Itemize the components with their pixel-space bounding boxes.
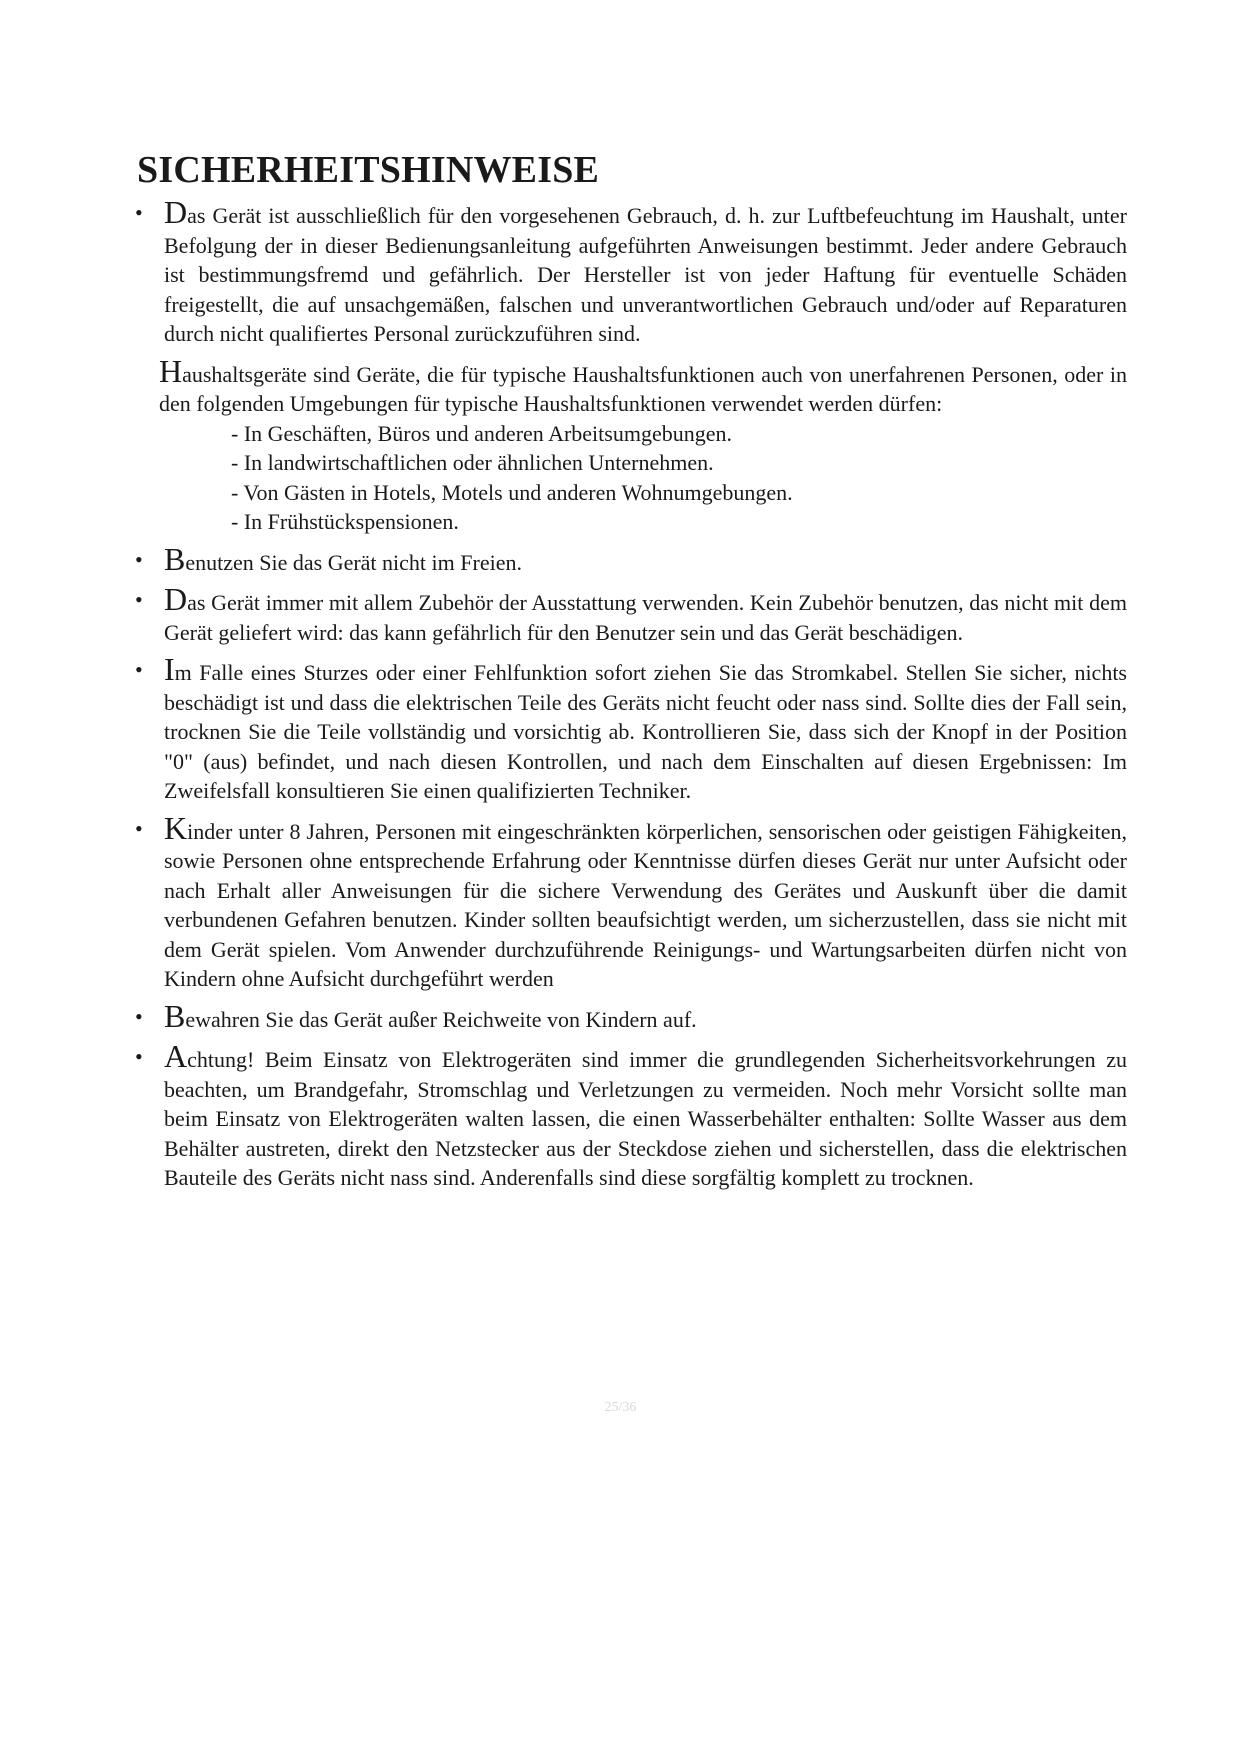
paragraph-text: aushaltsgeräte sind Geräte, die für typische Haushaltsfunktionen auch von unerfahrenen Personen, oder in den folgenden Umgebungen für typische Haushaltsfunktionen verwendet werden dürfen: [159,361,1127,416]
safety-item-outdoor [135,540,1127,578]
list-item: - Von Gästen in Hotels, Motels und anderen Wohnumgebungen. [231,479,793,505]
safety-item-storage [135,997,1127,1035]
paragraph-text: ewahren Sie das Gerät außer Reichweite von Kindern auf. [185,1006,697,1032]
document-page [137,148,1127,1201]
paragraph-text: as Gerät ist ausschließlich für den vorgesehenen Gebrauch, d. h. zur Luftbefeuchtung im Haushalt, unter Befolgung der in dieser Bedienungsanleitung aufgeführten Anweisungen bestimmt. Jeder andere Gebrauch ist bestimmungsfremd und gefährlich. Der Hersteller ist von jeder Haftung für eventuelle Schäden freigestellt, die auf unsachgemäßen, falschen und unverantwortlichen Gebrauch und/oder auf Reparaturen durch nicht qualifiertes Personal zurückzuführen sind. [164,203,1127,346]
initial-letter: D [164,194,188,230]
paragraph [164,651,1127,806]
paragraph [164,997,1127,1035]
page-number: 25/36 [604,1400,637,1415]
safety-item-warning [135,1038,1127,1193]
list-item: - In Frühstückspensionen. [231,509,459,534]
paragraph-text: m Falle eines Sturzes oder einer Fehlfunktion sofort ziehen Sie das Stromkabel. Stellen Sie sicher, nichts beschädigt ist und dass die elektrischen Teile des Geräts nicht feucht oder nass sind. Sollte dies der Fall sein, trocknen Sie die Teile vollständig und vorsichtig ab. Kontrollieren Sie, dass sich der Knopf in der Position "0" (aus) befindet, und nach diesen Kontrollen, und nach dem Einschalten auf diesen Ergebnissen: Im Zweifelsfall konsultieren Sie einen qualifizierten Techniker. [164,660,1127,803]
bullet-icon: • [135,546,143,572]
bullet-icon: • [135,1044,143,1069]
bullet-icon: • [135,587,143,612]
paragraph [159,352,1127,419]
paragraph-text: enutzen Sie das Gerät nicht im Freien. [185,549,522,575]
bullet-icon: • [135,815,143,841]
paragraph-text: chtung! Beim Einsatz von Elektrogeräten sind immer die grundlegenden Sicherheitsvorkehrungen zu beachten, um Brandgefahr, Stromschlag und Verletzungen zu vermeiden. Noch mehr Vorsicht sollte man beim Einsatz von Elektrogeräten walten lassen, die einen Wasserbehälter enthalten: Sollte Wasser aus dem Behälter austreten, direkt den Netzstecker aus der Steckdose ziehen und sicherstellen, dass die elektrischen Bauteile des Geräts nicht nass sind. Anderenfalls sind diese sorgfältig komplett zu trocknen. [164,1047,1127,1190]
safety-item-household-appliances [137,352,1127,537]
bullet-icon: • [135,200,143,225]
paragraph-text: as Gerät immer mit allem Zubehör der Ausstattung verwenden. Kein Zubehör benutzen, das nicht mit dem Gerät geliefert wird: das kann gefährlich für den Benutzer sein und das Gerät beschädigen. [164,590,1127,645]
paragraph-text: inder unter 8 Jahren, Personen mit eingeschränkten körperlichen, sensorischen oder geistigen Fähigkeiten, sowie Personen ohne entsprechende Erfahrung oder Kenntnisse dürfen dieses Gerät nur unter Aufsicht oder nach Erhalt aller Anweisungen für die sichere Verwendung des Gerätes und Auskunft über die damit verbundenen Gefahren benutzen. Kinder sollten beaufsichtigt werden, um sicherzustellen, dass sie nicht mit dem Gerät spielen. Vom Anwender durchzuführende Reinigungs- und Wartungsarbeiten dürfen nicht von Kindern ohne Aufsicht durchgeführt werden [164,818,1127,991]
initial-letter: K [164,809,188,846]
bullet-icon: • [135,657,143,682]
initial-letter: D [164,581,188,617]
safety-item-intended-use [135,194,1127,349]
paragraph [164,581,1127,647]
paragraph [164,1038,1127,1193]
page-title: SICHERHEITSHINWEISE [137,149,600,191]
safety-item-children [135,809,1127,994]
list-item: - In Geschäften, Büros und anderen Arbeitsumgebungen. [231,420,732,446]
safety-item-malfunction [135,651,1127,806]
paragraph [164,809,1127,994]
initial-letter: H [159,352,183,389]
initial-letter: I [164,651,175,687]
bullet-icon: • [135,1003,143,1029]
paragraph [164,194,1127,349]
list-item: - In landwirtschaftlichen oder ähnlichen Unternehmen. [231,450,714,475]
safety-item-accessories [135,581,1127,647]
initial-letter: A [164,1038,188,1074]
initial-letter: B [164,997,186,1034]
environment-list [159,419,1127,537]
initial-letter: B [164,540,186,577]
paragraph [164,540,1127,578]
